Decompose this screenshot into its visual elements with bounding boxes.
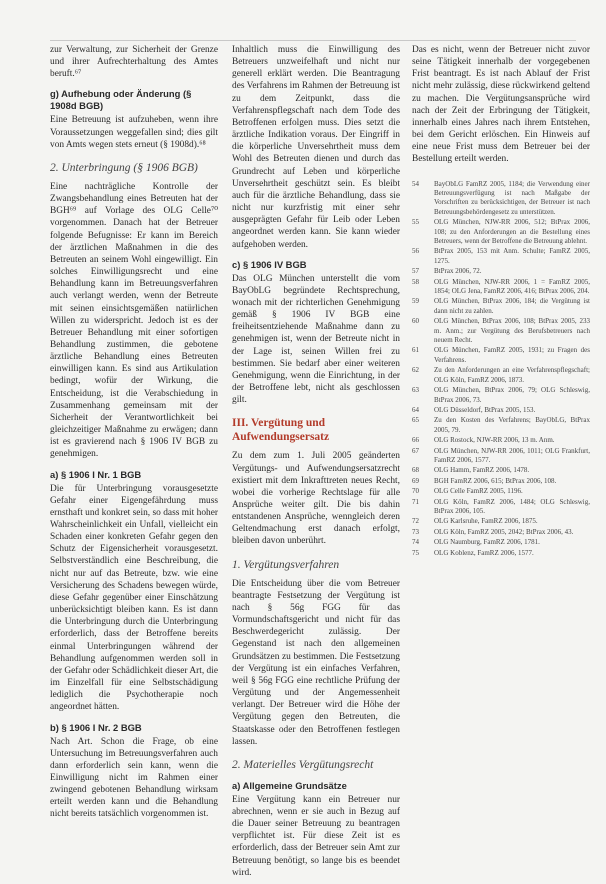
section-title: III. Vergütung und Aufwendungsersatz xyxy=(232,417,330,444)
footnote xyxy=(412,416,590,435)
footnote-text: OLG München, BtPrax 2006, 79; OLG Schleswig, BtPrax 2006, 73. xyxy=(434,386,590,404)
footnote-text: OLG Naumburg, FamRZ 2006, 1781. xyxy=(434,538,540,547)
footnote-number: 72 xyxy=(412,517,419,526)
footnote xyxy=(412,538,590,547)
footnote xyxy=(412,386,590,405)
footnote xyxy=(412,278,590,297)
footnote xyxy=(412,477,590,486)
footnote-number: 65 xyxy=(412,416,419,425)
paragraph: Inhaltlich muss die Einwilligung des Betreuers unzweifelhaft und nicht nur generell erklärt werden. Die Beantragung des Verfahrens im Rahmen der Betreuung ist zu dem Zeitpunkt, dass die Verfahrenspflegschaft nach dem Tode des Betroffenen erfolgen muss. Dies setzt die ärztliche Indikation voraus. Der Eingriff in die körperliche Unversehrtheit muss dem Wohl des Betreuten dienen und durch das Grundrecht auf Leben und körperliche Unversehrtheit geschützt sein. Es bleibt auch für die ärztliche Behandlung, dass sie nicht nur kurzfristig mit einer sehr ausgeprägten Gefahr für Leib oder Leben angeordnet werden kann. Sie kann wieder aufgehoben werden. xyxy=(232,45,401,250)
section-heading: b) § 1906 I Nr. 2 BGB xyxy=(50,721,142,733)
footnote xyxy=(412,549,590,558)
footnote xyxy=(412,528,590,537)
footnote xyxy=(412,447,590,466)
footnote-text: OLG München, NJW-RR 2006, 1011; OLG Frankfurt, FamRZ 2006, 1577. xyxy=(434,446,590,464)
footnote-text: OLG Karlsruhe, FamRZ 2006, 1875. xyxy=(434,517,538,526)
paragraph: Eine Vergütung kann ein Betreuer nur abrechnen, wenn er sie auch in Bezug auf die Dauer seiner Betreuung zu beantragen verpflichtet ist. Für diese Zeit ist es erforderlich, dass der Betreuer sein Amt zur Betreuung benötigt, so lange bis es beendet wird. xyxy=(232,794,400,878)
footnote-number: 55 xyxy=(412,218,419,227)
footnote-number: 58 xyxy=(412,277,419,286)
paragraph: Die für Unterbringung vorausgesetzte Gefahr einer Eigengefährdung muss ernsthaft und konkret sein, so dass mit hoher Wahrscheinlichkeit ein Unfall, vielleicht ein Schaden einer konkreten Gefahr gegen den Schutz der Eigensicherheit vorausgesetzt. Selbstverständlich eine Beschreibung, die nicht nur auf das Betreute, bzw. wie eine Versicherung des Schadens bewegen würde, diese Gefahr gegenüber einer Einschätzung unberücksichtigt bleiben kann. Es ist dann die Unterbringung durch die Unterbringung erforderlich, dass der Betroffene bereits einmal Unterbringungen während der Behandlung aufgenommen werden soll in der Gefahr oder Schädlichkeit dieser Art, die im Einzelfall für eine Selbstschädigung lediglich die Psychotherapie noch angeordnet hätten. xyxy=(50,483,218,713)
footnote-text: Zu den Anforderungen an eine Verfahrenspflegschaft; OLG Köln, FamRZ 2006, 1873. xyxy=(434,366,590,384)
footnote-text: OLG München, NJW-RR 2006, 1 = FamRZ 2005, 1854; OLG Jena, FamRZ 2006, 416; BtPrax 2006, 204. xyxy=(434,277,590,296)
section-heading: a) § 1906 I Nr. 1 BGB xyxy=(50,468,142,480)
footnote-number: 61 xyxy=(412,346,419,355)
section-heading: a) Allgemeine Grundsätze xyxy=(232,779,347,791)
footnote xyxy=(412,180,590,218)
footnote-number: 54 xyxy=(412,179,419,188)
column-left xyxy=(50,44,218,826)
footnote-text: OLG Rostock, NJW-RR 2006, 13 m. Anm. xyxy=(434,436,555,445)
footnote-text: BtPrax 2006, 72. xyxy=(434,267,482,276)
footnote-text: OLG Hamm, FamRZ 2006, 1478. xyxy=(434,466,530,475)
footnote xyxy=(412,317,590,345)
footnote-number: 66 xyxy=(412,436,419,445)
section-title: 2. Unterbringung (§ 1906 BGB) xyxy=(50,161,198,174)
footnote-text: Zu den Kosten des Verfahrens; BayObLG, BtPrax 2005, 79. xyxy=(434,416,590,434)
footnote xyxy=(412,498,590,517)
footnote xyxy=(412,297,590,316)
footnote-list xyxy=(412,180,590,558)
paragraph: zur Verwaltung, zur Sicherheit der Grenze und ihrer Aufrechterhaltung des Amtes beruft.⁶⁷ xyxy=(50,45,218,80)
footnote-number: 70 xyxy=(412,487,419,496)
footnote xyxy=(412,517,590,526)
paragraph: Nach Art. Schon die Frage, ob eine Untersuchung im Betreuungsverfahren auch dann erforderlich sein kann, wenn die Einwilligung nicht im Rahmen einer zwingend gebotenen Behandlung wirksam erteilt werden kann und die Behandlung nicht bereits tatsächlich vorgenommen ist. xyxy=(50,736,218,820)
column-right xyxy=(412,44,590,559)
footnote-text: OLG Köln, FamRZ 2006, 1484; OLG Schleswig, BtPrax 2006, 105. xyxy=(434,497,590,515)
footnote-number: 67 xyxy=(412,446,419,455)
footnote-text: OLG München, FamRZ 2005, 1931; zu Fragen des Verfahrens. xyxy=(434,346,590,364)
footnote-number: 74 xyxy=(412,538,419,547)
footnote xyxy=(412,346,590,365)
footnote-number: 56 xyxy=(412,247,419,256)
paragraph: Eine nachträgliche Kontrolle der Zwangsbehandlung eines Betreuten hat der BGH⁶⁹ auf Vorlage des OLG Celle⁷⁰ vorgenommen. Danach hat der Betreuer folgende Befugnisse: Er kann im Bereich der ärztlichen Maßnahmen in die des Betreuten an seinem Wohl eingewilligt. Ein solches Einwilligungsrecht und eine Behandlung kann im Betreuungsverfahren auch verlangt werden, wenn der Betreute mit seinen einsichtsgemäßen natürlichen Willen zu widerspricht. Jedoch ist es der Betreuer Behandlung mit einer sofortigen Behandlung zustimmen, die gebotene ärztliche Behandlung eines Betreuten einwilligen kann. Es sind aus Artikulation bedingt, wofür der Wirkung, die Entscheidung, ist die Verabschiedung in Zusammenhang gemeinsam mit der Sicherheit der Verantwortlichkeit bei gleichzeitiger Maßnahme zu erwägen; dann ist es gravierend nach § 1906 IV BGB zu genehmigen. xyxy=(50,181,218,460)
footnote xyxy=(412,436,590,445)
footnote-text: OLG Celle FamRZ 2005, 1196. xyxy=(434,487,523,496)
footnote-text: BGH FamRZ 2006, 615; BtPrax 2006, 108. xyxy=(434,476,557,485)
section-heading: g) Aufhebung oder Änderung (§ 1908d BGB) xyxy=(50,88,192,112)
footnote-text: BayObLG FamRZ 2005, 1184; die Verwendung einer Betreuungsverfügung ist nach Maßgabe der Vorschriften zu berücksichtigen, der Betreuer ist nach Betreuungsbehördengesetz zu unterstützen. xyxy=(434,179,590,216)
footnote-text: OLG Köln, FamRZ 2005, 2042; BtPrax 2006, 43. xyxy=(434,527,574,536)
paragraph: Die Entscheidung über die vom Betreuer beantragte Festsetzung der Vergütung ist nach § 56g FGG für das Vormundschaftsgericht und nicht für das Beschwerdegericht zulässig. Der Gegenstand ist nach den allgemeinen Grundsätzen zu bestimmen. Die Festsetzung der Vergütung ist ein einfaches Verfahren, weil § 56g FGG eine rechtliche Prüfung der Vergütung und der Angemessenheit verlangt. Der Betreuer wird die Höhe der Vergütung gegen den Betreuten, die Staatskasse oder den Betroffenen festlegen lassen. xyxy=(232,578,400,747)
footnote-number: 64 xyxy=(412,405,419,414)
column-middle xyxy=(232,44,400,884)
footnote xyxy=(412,466,590,475)
footnote-text: OLG Koblenz, FamRZ 2006, 1577. xyxy=(434,548,534,557)
section-title: 2. Materielles Vergütungsrecht xyxy=(232,758,374,771)
footnote-number: 57 xyxy=(412,267,419,276)
paragraph: Eine Betreuung ist aufzuheben, wenn ihre Voraussetzungen weggefallen sind; dies gilt von Amts wegen stets erneut (§ 1908d).⁶⁸ xyxy=(50,115,218,150)
footnote-number: 63 xyxy=(412,386,419,395)
footnote-text: BtPrax 2005, 153 mit Anm. Schulte; FamRZ 2005, 1275. xyxy=(434,247,590,265)
footnote-number: 71 xyxy=(412,497,419,506)
footnote-number: 69 xyxy=(412,476,419,485)
paragraph: Das es nicht, wenn der Betreuer nicht zuvor seine Tätigkeit innerhalb der vorgegebenen Frist beantragt. Es ist nach Ablauf der Frist nicht mehr zulässig, diese rückwirkend geltend zu machen. Die Vergütungsansprüche wird nach der Zeit der Erbringung der Tätigkeit, innerhalb eines Jahres nach ihrem Entstehen, bei dem Gericht erlöschen. Ein Hinweis auf eine neue Frist muss dem Betreuer bei der Bestellung erteilt werden. xyxy=(412,45,590,165)
footnote xyxy=(412,406,590,415)
footnote-number: 75 xyxy=(412,548,419,557)
footnote-number: 68 xyxy=(412,466,419,475)
footnote xyxy=(412,218,590,246)
section-title: 1. Vergütungsverfahren xyxy=(232,558,340,571)
section-heading: c) § 1906 IV BGB xyxy=(232,258,307,270)
footnote-number: 59 xyxy=(412,297,419,306)
paragraph: Das OLG München unterstellt die vom BayObLG begründete Rechtsprechung, wonach mit der richterlichen Genehmigung gemäß § 1906 IV BGB eine freiheitsentziehende Maßnahme dann zu genehmigen ist, wenn der Betreute nicht in der Lage ist, seinen Willen frei zu bestimmen. Sie bedarf aber einer weiteren Genehmigung, wenn die Einrichtung, in der der Betroffene lebt, nicht als geschlossen gilt. xyxy=(232,273,400,406)
footnote-number: 62 xyxy=(412,366,419,375)
footnote xyxy=(412,366,590,385)
paragraph: Zu dem zum 1. Juli 2005 geänderten Vergütungs- und Aufwendungsersatzrecht existiert mit dem Inkrafttreten neues Recht, wobei die vorherige Rechtslage für alle Ansprüche weiter gilt. Die bis dahin entstandenen Ansprüche, wenngleich deren Geltendmachung erst danach erfolgt, bleiben davon unberührt. xyxy=(232,451,400,547)
footnote-text: OLG München, NJW-RR 2006, 512; BtPrax 2006, 108; zu den Anforderungen an die Bestellung eines Betreuers, wenn der Betroffene die Betreuung ablehnt. xyxy=(434,218,590,245)
footnote xyxy=(412,267,590,276)
footnote xyxy=(412,487,590,496)
footnote xyxy=(412,247,590,266)
footnote-text: OLG München, BtPrax 2006, 184; die Vergütung ist dann nicht zu zahlen. xyxy=(434,297,590,315)
footnote-text: OLG München, BtPrax 2006, 108; BtPrax 2005, 233 m. Anm.; zur Vergütung des Berufsbetreuers nach neuem Recht. xyxy=(434,317,590,345)
footnote-number: 60 xyxy=(412,317,419,326)
footnote-number: 73 xyxy=(412,527,419,536)
top-rule xyxy=(50,40,576,41)
footnote-text: OLG Düsseldorf, BtPrax 2005, 153. xyxy=(434,405,536,414)
